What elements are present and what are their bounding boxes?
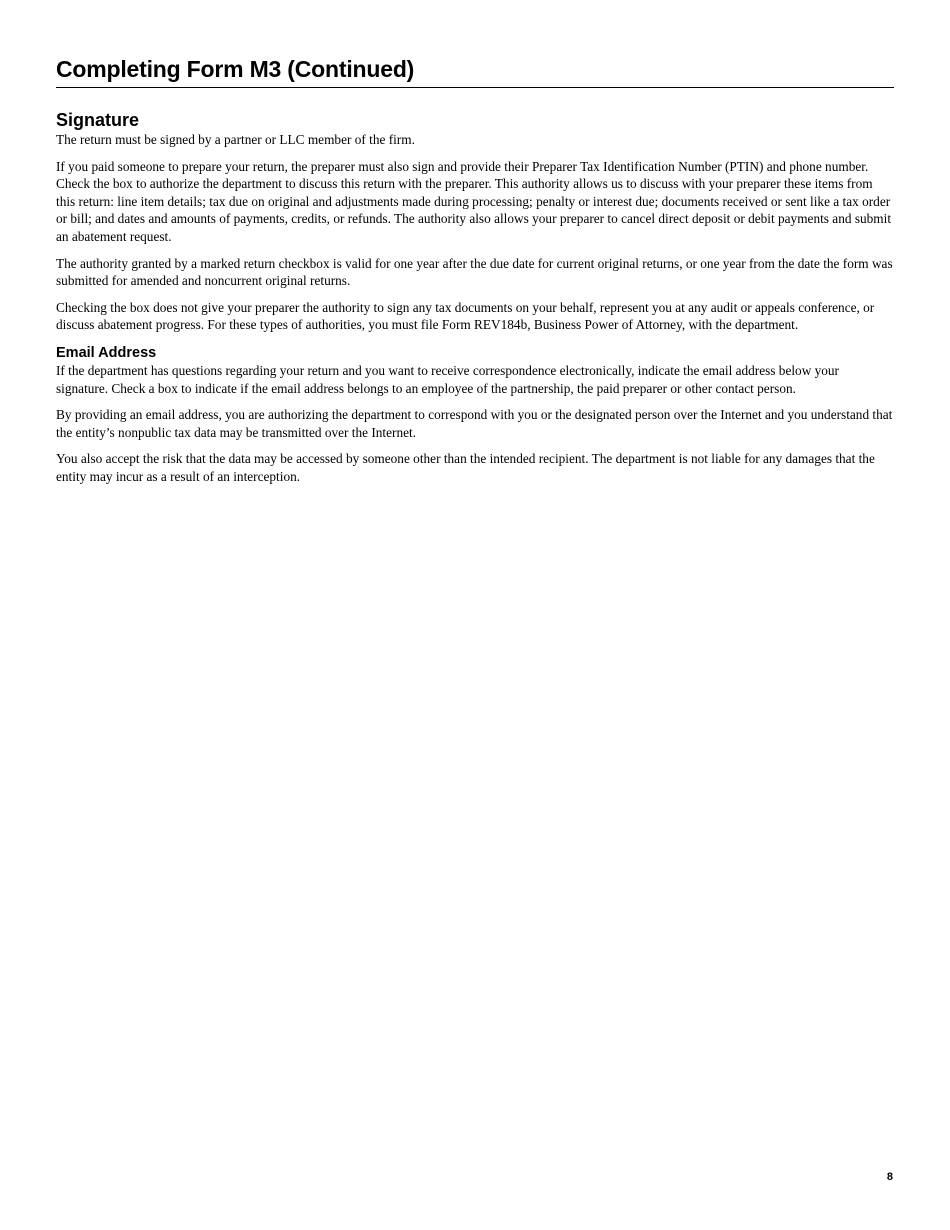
email-paragraph: By providing an email address, you are authorizing the department to correspond with you or the designated person over the Internet and you understand that the entity’s nonpublic tax data may be transmitted over the Internet. xyxy=(56,407,893,440)
email-paragraph: If the department has questions regarding your return and you want to receive correspondence electronically, indicate the email address below your signature. Check a box to indicate if the email address belongs to an employee of the partnership, the paid preparer or other contact person. xyxy=(56,362,839,396)
signature-section xyxy=(56,109,894,334)
email-address-section xyxy=(56,344,894,486)
signature-heading: Signature xyxy=(56,110,140,130)
page-title: Completing Form M3 (Continued) xyxy=(56,54,894,88)
email-paragraph: You also accept the risk that the data may be accessed by someone other than the intended recipient. The department is not liable for any damages that the entity may incur as a result of an interception. xyxy=(56,451,875,484)
signature-paragraph: Checking the box does not give your preparer the authority to sign any tax documents on your behalf, represent you at any audit or appeals conference, or discuss abatement progress. For these types of authorities, you must file Form REV184b, Business Power of Attorney, with the department. xyxy=(56,299,875,333)
signature-paragraph: If you paid someone to prepare your return, the preparer must also sign and provide their Preparer Tax Identification Number (PTIN) and phone number. Check the box to authorize the department to discuss this return with the preparer. This authority allows us to discuss with your preparer these items from this return: line item details; tax due on original and adjustments made during processing; penalty or interest due; documents received or sent like a tax order or bill; and dates and amounts of payments, credits, or refunds. The authority also allows your preparer to cancel direct deposit or debit payments and submit an abatement request. xyxy=(56,158,892,244)
signature-paragraph: The return must be signed by a partner or LLC member of the firm. xyxy=(56,132,415,147)
signature-paragraph: The authority granted by a marked return checkbox is valid for one year after the due date for current original returns, or one year from the date the form was submitted for amended and noncurrent original returns. xyxy=(56,255,893,289)
page-number: 8 xyxy=(886,1171,893,1183)
email-address-heading: Email Address xyxy=(56,344,157,361)
document-page xyxy=(56,54,894,495)
